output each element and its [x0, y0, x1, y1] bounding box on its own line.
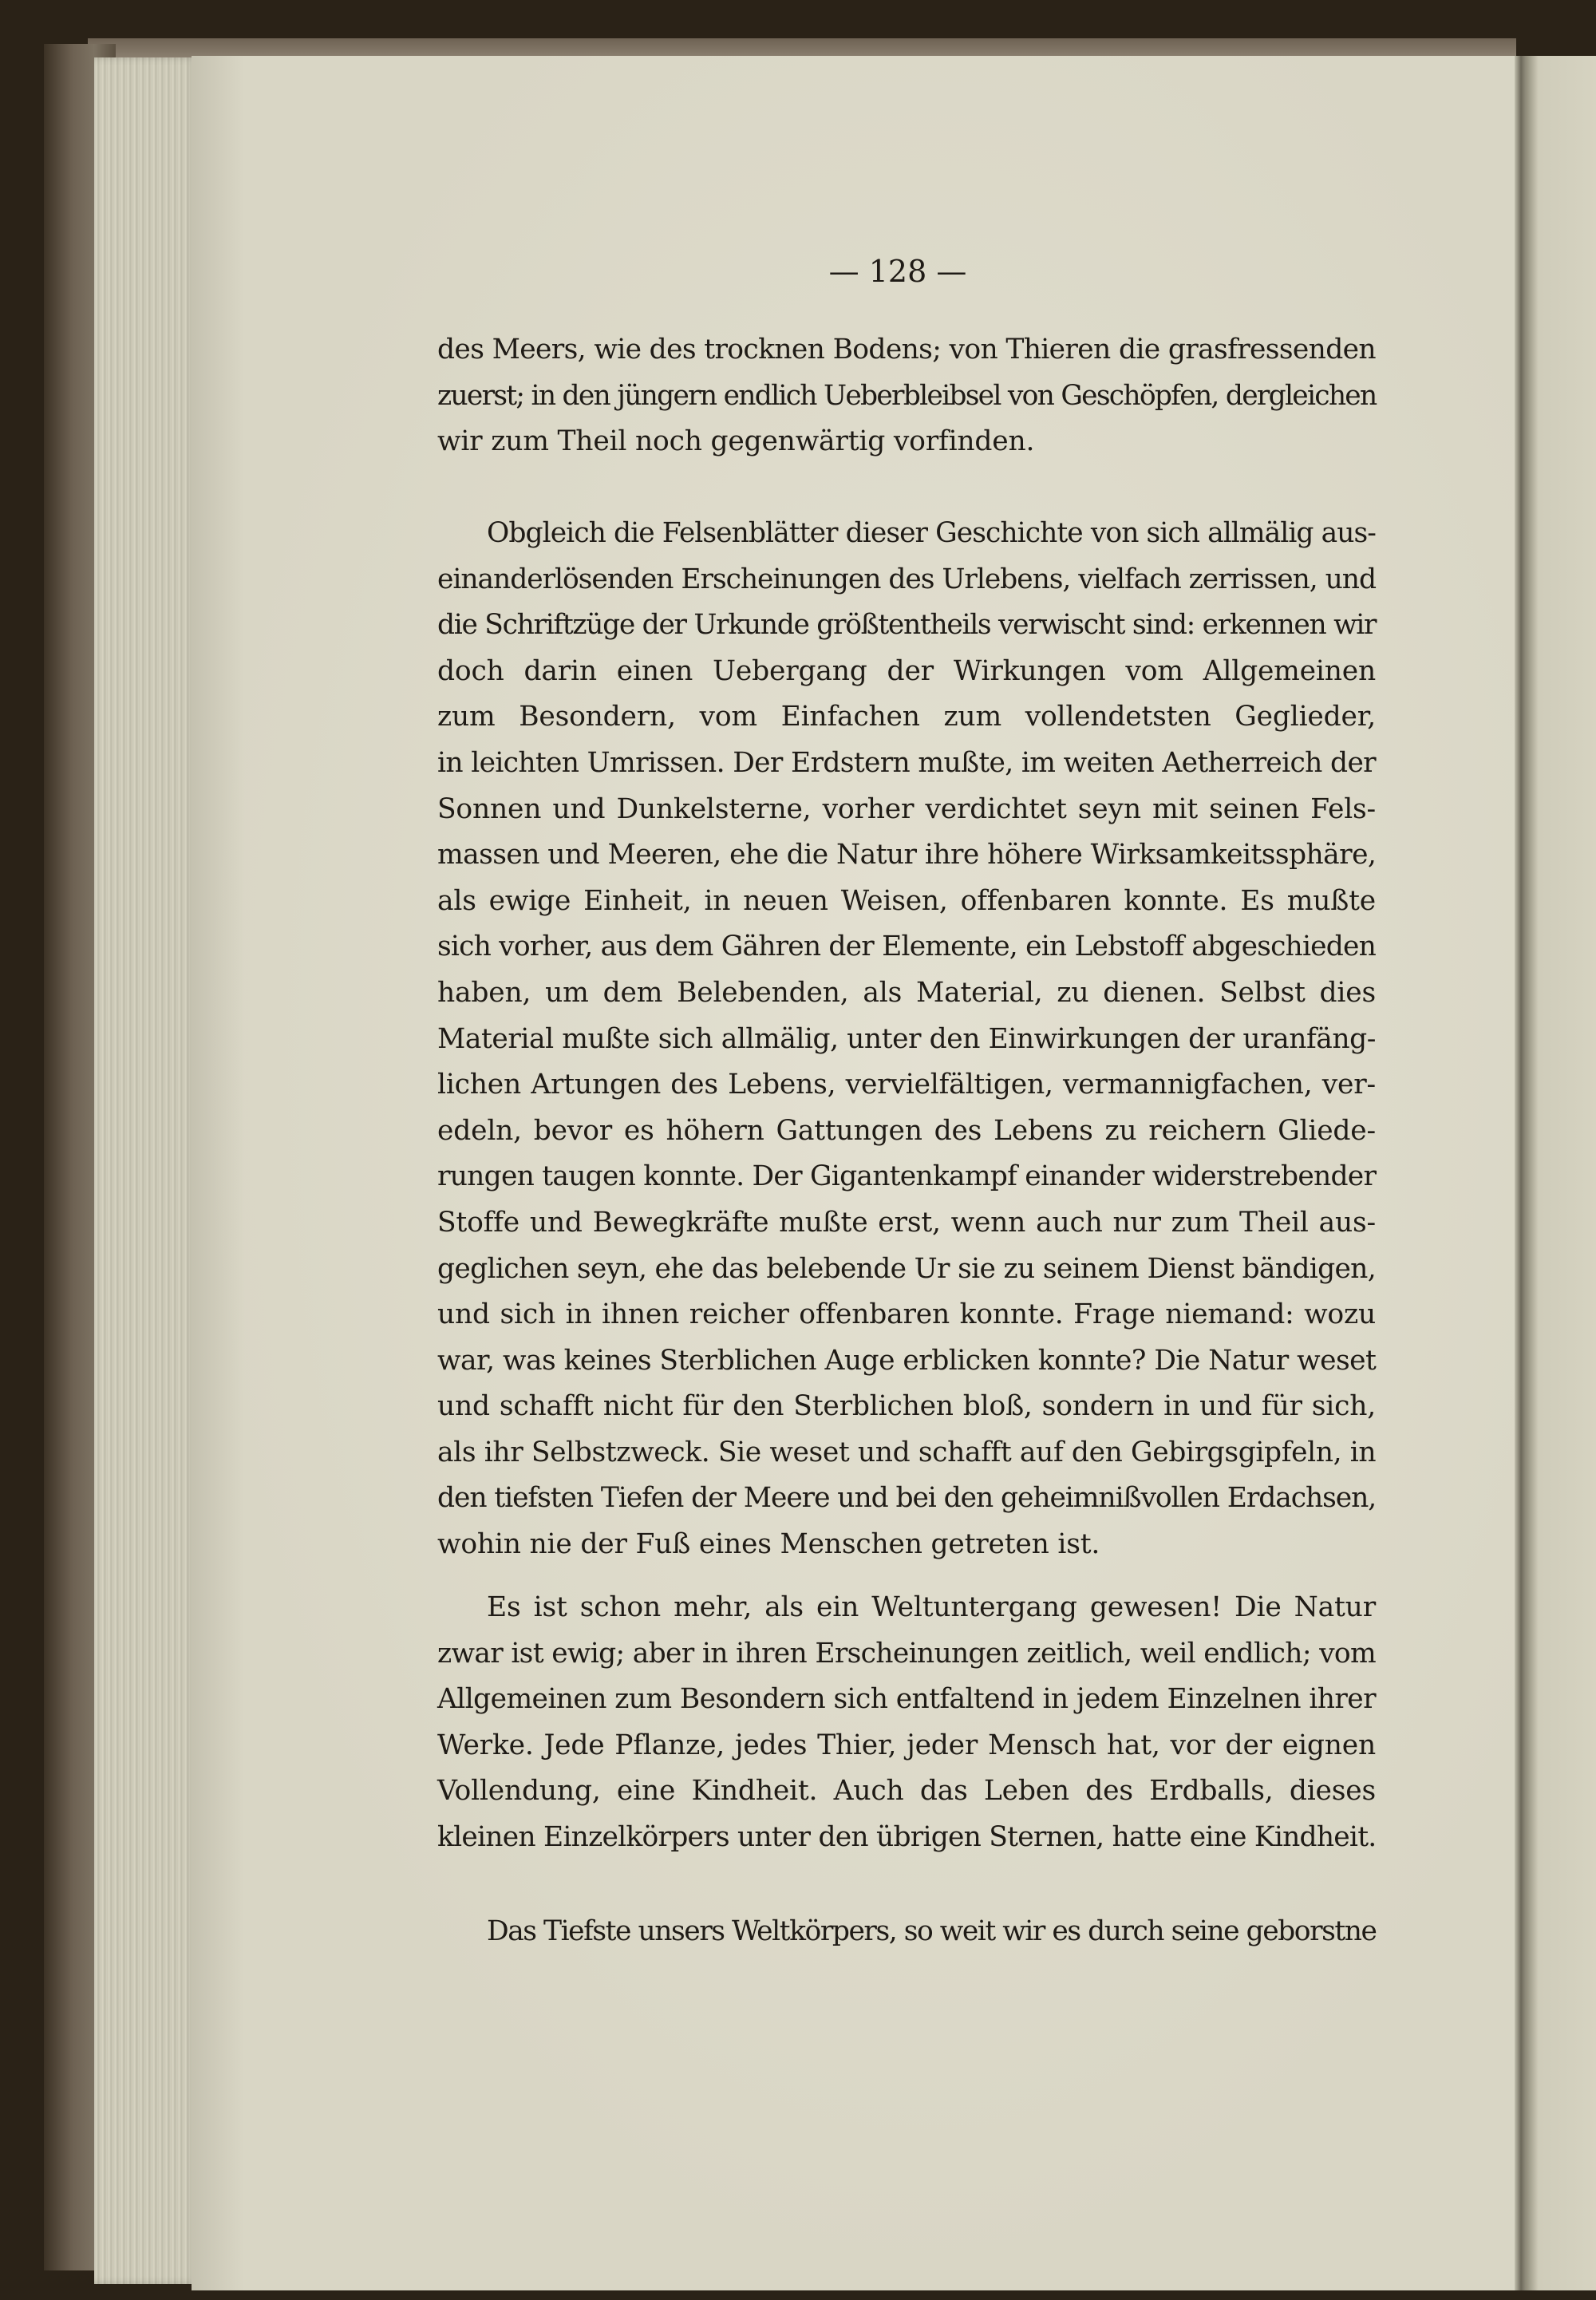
facing-page-edge — [1526, 56, 1596, 2290]
text-line: kleinen Einzelkörpers unter den übrigen Sternen, hatte eine Kindheit. — [437, 1820, 1377, 1853]
text-line: zuerst; in den jüngern endlich Ueberbleibsel von Geschöpfen, dergleichen — [437, 379, 1377, 412]
text-line: edeln, bevor es höhern Gattungen des Lebens zu reichern Gliede- — [437, 1114, 1376, 1147]
paragraph-3 — [437, 1585, 1376, 1861]
text-line: Allgemeinen zum Besondern sich entfaltend in jedem Einzelnen ihrer — [437, 1683, 1376, 1716]
text-line: Obgleich die Felsenblätter dieser Geschichte von sich allmälig aus- — [487, 517, 1376, 549]
text-line: einanderlösenden Erscheinungen des Urlebens, vielfach zerrissen, und — [437, 563, 1376, 595]
text-line: Material mußte sich allmälig, unter den Einwirkungen der uranfäng- — [437, 1022, 1376, 1055]
text-line: haben, um dem Belebenden, als Material, zu dienen. Selbst dies — [437, 976, 1376, 1009]
text-line: den tiefsten Tiefen der Meere und bei den geheimnißvollen Erdachsen, — [437, 1482, 1377, 1515]
text-line: Stoffe und Bewegkräfte mußte erst, wenn auch nur zum Theil aus- — [437, 1206, 1376, 1239]
text-line: wir zum Theil noch gegenwärtig vorfinden. — [437, 425, 1035, 458]
text-line: Vollendung, eine Kindheit. Auch das Leben des Erdballs, dieses — [437, 1775, 1376, 1808]
paragraph-2 — [437, 511, 1376, 1568]
text-line: doch darin einen Uebergang der Wirkungen vom Allgemeinen — [437, 654, 1376, 687]
paragraph-1 — [437, 327, 1376, 465]
text-line: die Schriftzüge der Urkunde größtentheils verwischt sind: erkennen wir — [437, 609, 1377, 642]
text-line: und sich in ihnen reicher offenbaren konnte. Frage niemand: wozu — [437, 1298, 1376, 1331]
text-line: wohin nie der Fuß eines Menschen getreten ist. — [437, 1528, 1100, 1561]
text-line: in leichten Umrissen. Der Erdstern mußte, im weiten Aetherreich der — [437, 746, 1376, 779]
text-line: sich vorher, aus dem Gähren der Elemente, ein Lebstoff abgeschieden — [437, 931, 1376, 963]
text-line: zwar ist ewig; aber in ihren Erscheinungen zeitlich, weil endlich; vom — [437, 1637, 1376, 1670]
text-line: massen und Meeren, ehe die Natur ihre höhere Wirksamkeitssphäre, — [437, 839, 1377, 871]
text-line: Sonnen und Dunkelsterne, vorher verdichtet seyn mit seinen Fels- — [437, 792, 1376, 825]
text-line: Es ist schon mehr, als ein Weltuntergang gewesen! Die Natur — [487, 1591, 1376, 1623]
text-line: lichen Artungen des Lebens, vervielfältigen, vermannigfachen, ver- — [437, 1069, 1376, 1101]
page-stack-edges — [94, 57, 198, 2284]
text-line: Werke. Jede Pflanze, jedes Thier, jeder Mensch hat, vor der eignen — [437, 1729, 1376, 1761]
text-line: des Meers, wie des trocknen Bodens; von Thieren die grasfressenden — [437, 334, 1376, 366]
text-line: rungen taugen konnte. Der Gigantenkampf einander widerstrebender — [437, 1160, 1377, 1193]
text-line: war, was keines Sterblichen Auge erblicken konnte? Die Natur weset — [437, 1344, 1377, 1377]
text-line: als ewige Einheit, in neuen Weisen, offenbaren konnte. Es mußte — [437, 884, 1376, 917]
text-line: als ihr Selbstzweck. Sie weset und schafft auf den Gebirgsgipfeln, in — [437, 1436, 1377, 1468]
page-number: — 128 — — [828, 254, 967, 289]
paragraph-4 — [437, 1909, 1376, 1955]
text-line: und schafft nicht für den Sterblichen bloß, sondern in und für sich, — [437, 1390, 1376, 1423]
text-line: Das Tiefste unsers Weltkörpers, so weit wir es durch seine geborstne — [487, 1915, 1377, 1947]
text-line: zum Besondern, vom Einfachen zum vollendetsten Geglieder, — [437, 701, 1376, 733]
text-line: geglichen seyn, ehe das belebende Ur sie zu seinem Dienst bändigen, — [437, 1252, 1376, 1285]
